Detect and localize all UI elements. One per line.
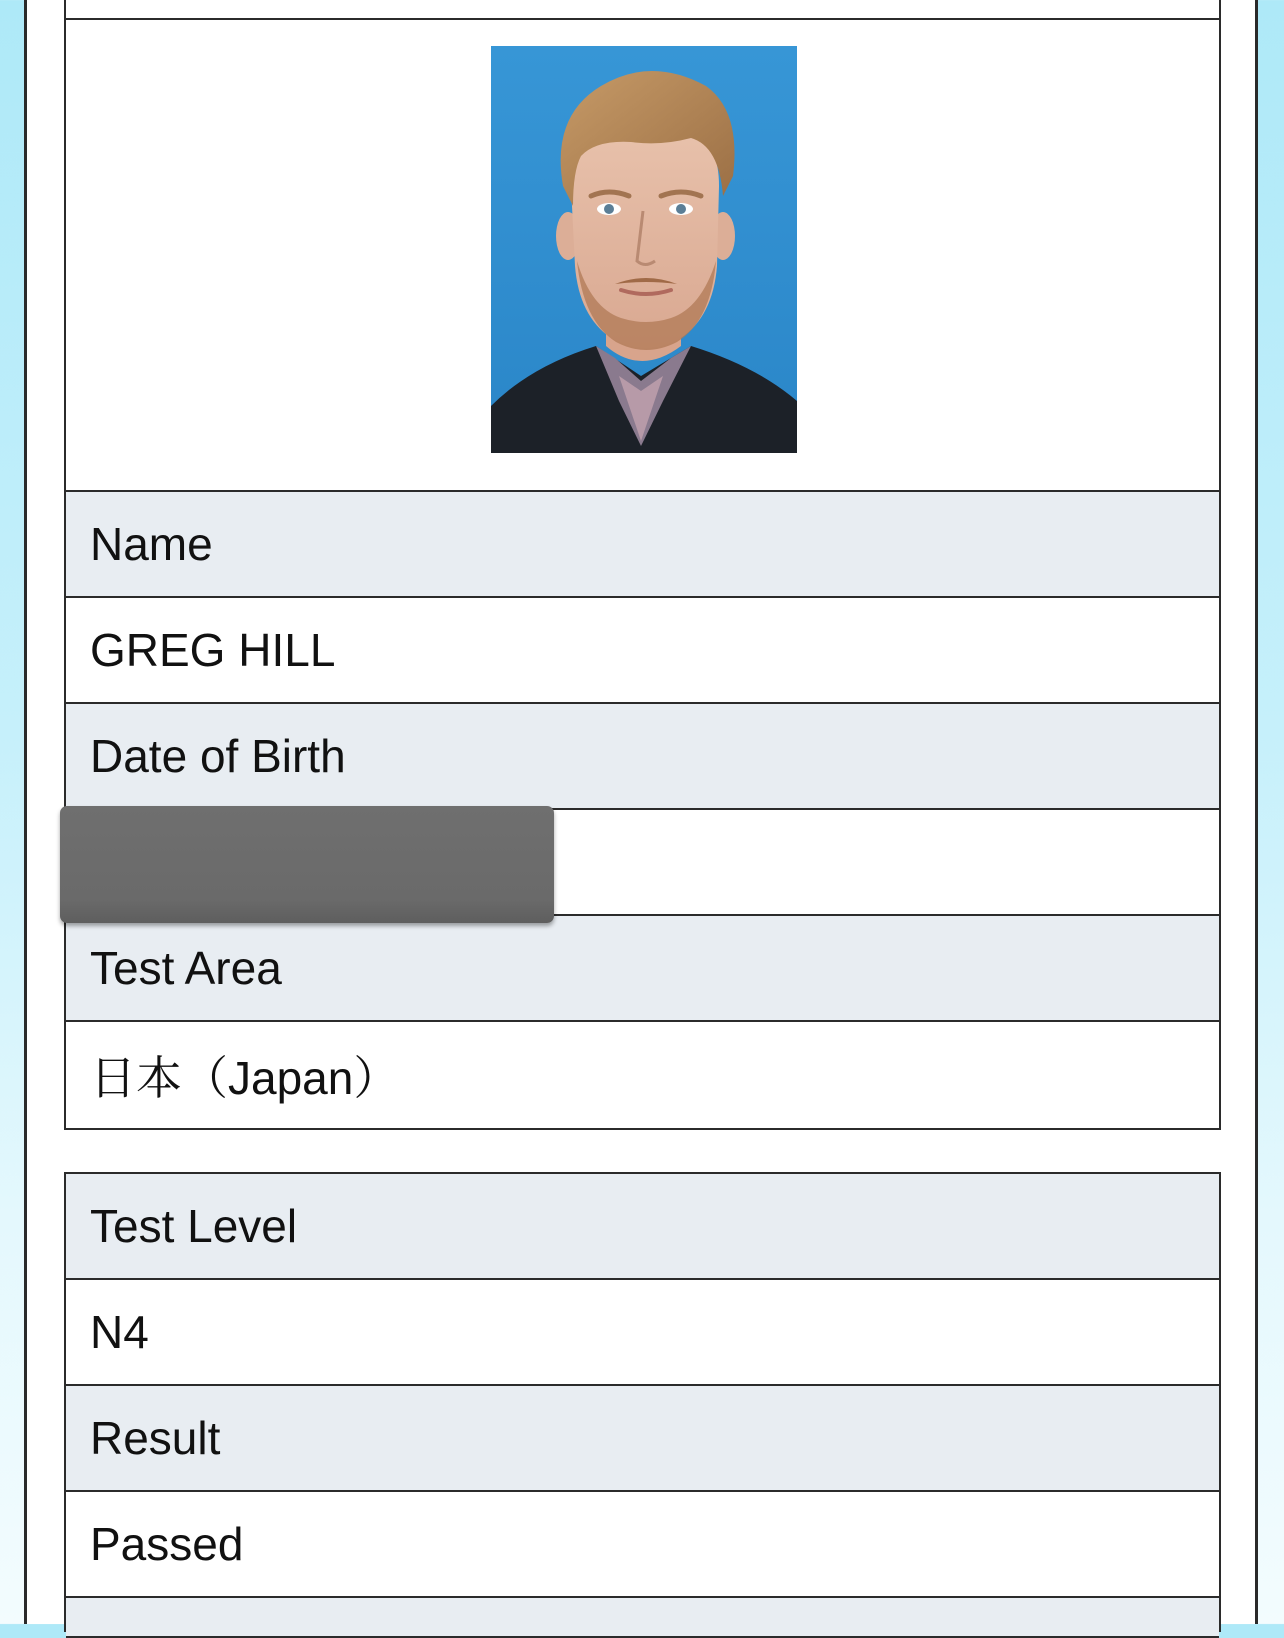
identity-table (64, 0, 1221, 1130)
test-area-value: 日本（Japan） (90, 1052, 400, 1104)
result-value-row (66, 1492, 1219, 1598)
dob-label-row (66, 704, 1219, 810)
result-value: Passed (90, 1518, 244, 1570)
redaction-overlay (60, 806, 554, 923)
test-level-label-row (66, 1174, 1219, 1280)
results-table (64, 1172, 1221, 1632)
dob-label: Date of Birth (90, 730, 346, 782)
result-label-row (66, 1386, 1219, 1492)
test-area-label-row (66, 916, 1219, 1022)
table-row-cutoff-bottom (66, 1598, 1219, 1638)
test-area-value-row (66, 1022, 1219, 1128)
name-label: Name (90, 518, 213, 570)
test-level-value: N4 (90, 1306, 149, 1358)
table-row-cutoff (66, 0, 1219, 20)
result-label: Result (90, 1412, 221, 1464)
test-level-value-row (66, 1280, 1219, 1386)
photo-row (66, 20, 1219, 492)
test-area-label: Test Area (90, 942, 282, 994)
name-label-row (66, 492, 1219, 598)
name-value-row (66, 598, 1219, 704)
test-level-label: Test Level (90, 1200, 298, 1252)
applicant-photo (491, 46, 797, 453)
name-value: GREG HILL (90, 624, 336, 676)
